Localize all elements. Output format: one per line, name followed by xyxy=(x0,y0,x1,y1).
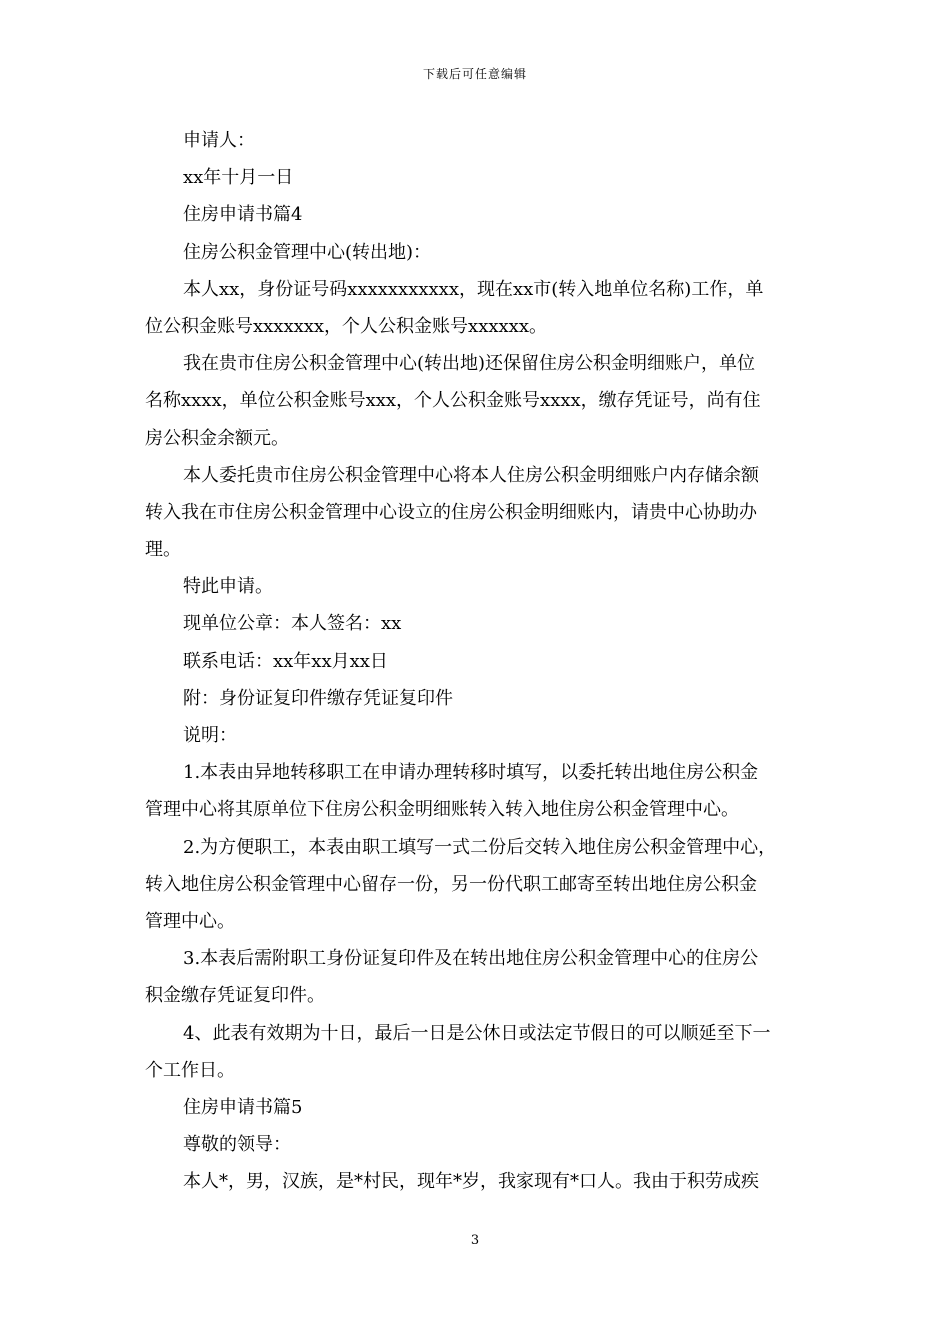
text-line: 位公积金账号xxxxxxx，个人公积金账号xxxxxx。 xyxy=(145,315,547,337)
text-line: 1.本表由异地转移职工在申请办理转移时填写，以委托转出地住房公积金 xyxy=(183,762,759,784)
text-line: 名称xxxx，单位公积金账号xxx，个人公积金账号xxxx，缴存凭证号，尚有住 xyxy=(145,390,761,412)
text-line: 我在贵市住房公积金管理中心(转出地)还保留住房公积金明细账户，单位 xyxy=(183,353,756,375)
text-line: 现单位公章：本人签名：xx xyxy=(183,613,402,635)
text-line: 尊敬的领导： xyxy=(183,1134,291,1156)
text-line: 管理中心将其原单位下住房公积金明细账转入转入地住房公积金管理中心。 xyxy=(145,799,739,821)
text-line: 4、此表有效期为十日，最后一日是公休日或法定节假日的可以顺延至下一 xyxy=(183,1022,771,1044)
text-line: 联系电话：xx年xx月xx日 xyxy=(183,650,388,672)
text-line: 本人*，男，汉族，是*村民，现年*岁，我家现有*口人。我由于积劳成疾 xyxy=(183,1171,759,1193)
text-line: 房公积金余额元。 xyxy=(145,427,289,449)
page-number: 3 xyxy=(470,1233,480,1248)
text-line: 个工作日。 xyxy=(145,1059,235,1081)
page-header: 下载后可任意编辑 xyxy=(422,67,527,81)
text-line: 申请人： xyxy=(183,130,255,151)
text-line: 住房公积金管理中心(转出地)： xyxy=(183,241,432,263)
text-line: 本人委托贵市住房公积金管理中心将本人住房公积金明细账户内存储余额 xyxy=(183,464,759,486)
text-line: 转入我在市住房公积金管理中心设立的住房公积金明细账内，请贵中心协助办 xyxy=(145,501,757,523)
text-line: 特此申请。 xyxy=(183,576,273,598)
text-line: 3.本表后需附职工身份证复印件及在转出地住房公积金管理中心的住房公 xyxy=(183,948,759,970)
text-line: 理。 xyxy=(145,539,181,561)
text-line: 住房申请书篇5 xyxy=(183,1096,303,1118)
text-line: 本人xx，身份证号码xxxxxxxxxxx，现在xx市(转入地单位名称)工作，单 xyxy=(183,278,764,300)
text-line: 转入地住房公积金管理中心留存一份，另一份代职工邮寄至转出地住房公积金 xyxy=(145,873,757,895)
text-line: 附：身份证复印件缴存凭证复印件 xyxy=(183,687,453,709)
text-line: 2.为方便职工，本表由职工填写一式二份后交转入地住房公积金管理中心， xyxy=(183,836,777,858)
text-line: 积金缴存凭证复印件。 xyxy=(145,985,325,1007)
text-line: 说明： xyxy=(183,725,237,746)
text-line: 管理中心。 xyxy=(145,910,235,932)
text-line: xx年十月一日 xyxy=(183,167,294,189)
document-body xyxy=(145,122,810,1200)
text-line: 住房申请书篇4 xyxy=(183,204,303,226)
